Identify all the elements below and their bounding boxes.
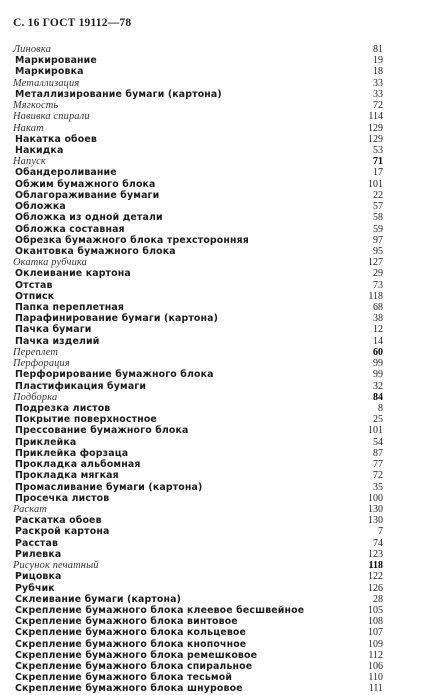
- index-page-number: 99: [373, 369, 383, 381]
- index-term: Рисунок печатный: [13, 560, 99, 572]
- index-entry: [0, 268, 423, 279]
- index-term: Раскат: [13, 503, 47, 515]
- index-page-number: 118: [368, 560, 383, 572]
- index-page-number: 38: [373, 313, 383, 325]
- index-page-number: 127: [368, 257, 383, 269]
- index-term: Обложка составная: [15, 223, 125, 235]
- index-term: Маркировка: [15, 66, 84, 78]
- index-entry: [0, 594, 423, 605]
- index-page-number: 107: [368, 627, 383, 639]
- index-term: Линовка: [13, 44, 51, 55]
- index-entry: [0, 627, 423, 638]
- index-page-number: 18: [373, 66, 383, 78]
- index-page-number: 105: [368, 604, 383, 616]
- index-entry: [0, 549, 423, 560]
- index-entry: [0, 448, 423, 459]
- index-page-number: 59: [373, 223, 383, 235]
- index-entry: [0, 280, 423, 291]
- index-entry: [0, 605, 423, 616]
- index-page-number: 72: [373, 100, 383, 112]
- index-term: Прессование бумажного блока: [15, 425, 189, 437]
- index-page-number: 33: [373, 77, 383, 89]
- index-term: Приклейка: [15, 436, 77, 448]
- index-page-number: 114: [368, 111, 383, 123]
- index-page-number: 122: [368, 571, 383, 583]
- index-page-number: 129: [368, 122, 383, 134]
- index-term: Промасливание бумаги (картона): [15, 481, 203, 493]
- index-term: Пачка бумаги: [15, 324, 92, 336]
- index-term: Обандероливание: [15, 167, 117, 179]
- index-term: Навивка спирали: [13, 111, 90, 123]
- index-term: Металлизирование бумаги (картона): [15, 88, 222, 100]
- index-entry: [0, 302, 423, 313]
- index-page-number: 100: [368, 492, 383, 504]
- index-entry: [0, 78, 423, 89]
- index-term: Накат: [13, 122, 44, 134]
- index-page-number: 99: [373, 358, 383, 370]
- index-term: Покрытие поверхностное: [15, 414, 157, 426]
- index-entry: [0, 437, 423, 448]
- index-term: Раскатка обоев: [15, 515, 102, 527]
- index-entry: [0, 672, 423, 683]
- index-page-number: 130: [368, 503, 383, 515]
- index-term: Перфорирование бумажного блока: [15, 369, 214, 381]
- index-term: Скрепление бумажного блока кнопочное: [15, 638, 247, 650]
- index-entry: [0, 179, 423, 190]
- index-page-number: 29: [373, 268, 383, 280]
- index-entry: [0, 650, 423, 661]
- index-page-number: 28: [373, 593, 383, 605]
- index-page-number: 112: [368, 649, 383, 661]
- index-entry: [0, 639, 423, 650]
- index-entry: [0, 123, 423, 134]
- page-header: С. 16 ГОСТ 19112—78: [13, 17, 132, 29]
- index-entry: [0, 392, 423, 403]
- index-term: Окатка рубчика: [13, 257, 88, 269]
- index-page-number: 101: [368, 425, 383, 437]
- index-entry: [0, 111, 423, 122]
- index-page-number: 71: [373, 156, 383, 168]
- index-term: Прокладка альбомная: [15, 459, 141, 471]
- index-term: Окантовка бумажного блока: [15, 245, 176, 257]
- index-term: Склеивание бумаги (картона): [15, 593, 182, 605]
- index-term: Пачка изделий: [15, 335, 100, 347]
- index-entry: [0, 403, 423, 414]
- index-entry: [0, 313, 423, 324]
- index-entry: [0, 470, 423, 481]
- index-page-number: 72: [373, 470, 383, 482]
- index-entry: [0, 257, 423, 268]
- index-page-number: 118: [368, 290, 383, 302]
- index-entry: [0, 246, 423, 257]
- index-term: Скрепление бумажного блока клеевое бесшвейное: [15, 604, 305, 616]
- index-term: Маркирование: [15, 55, 97, 67]
- index-entry: [0, 100, 423, 111]
- index-entry: [0, 134, 423, 145]
- index-entry: [0, 425, 423, 436]
- index-term: Скрепление бумажного блока кольцевое: [15, 627, 247, 639]
- index-term: Раскрой картона: [15, 526, 110, 538]
- index-entry: [0, 167, 423, 178]
- index-entry: [0, 583, 423, 594]
- index-entry: [0, 66, 423, 77]
- index-entry: [0, 156, 423, 167]
- index-term: Накидка: [15, 144, 64, 156]
- index-term: Скрепление бумажного блока тесьмой: [15, 672, 233, 684]
- index-entry: [0, 235, 423, 246]
- index-page-number: 33: [373, 88, 383, 100]
- index-entry: [0, 515, 423, 526]
- index-page-number: 58: [373, 212, 383, 224]
- index-page-number: 109: [368, 638, 383, 650]
- index-term: Пластификация бумаги: [15, 380, 147, 392]
- index-term: Подрезка листов: [15, 403, 111, 414]
- index-term: Перфорация: [13, 358, 70, 370]
- index-page-number: 19: [373, 55, 383, 67]
- index-term: Скрепление бумажного блока шнуровое: [15, 683, 243, 695]
- index-entry: [0, 560, 423, 571]
- index-entry: [0, 44, 423, 55]
- index-entry: [0, 224, 423, 235]
- index-page-number: 60: [373, 346, 383, 358]
- index-entry: [0, 493, 423, 504]
- index-entry: [0, 459, 423, 470]
- index-entry: [0, 381, 423, 392]
- index-page-number: 57: [373, 201, 383, 213]
- index-page-number: 110: [368, 672, 383, 684]
- index-page-number: 8: [378, 403, 383, 414]
- index-page-number: 101: [368, 178, 383, 190]
- index-page-number: 54: [373, 436, 383, 448]
- index-entry: [0, 291, 423, 302]
- index-term: Оклеивание картона: [15, 268, 131, 280]
- index-term: Рицовка: [15, 571, 62, 583]
- index-page-number: 14: [373, 335, 383, 347]
- index-page-number: 97: [373, 234, 383, 246]
- index-entry: [0, 190, 423, 201]
- index-page-number: 111: [368, 683, 383, 695]
- index-page-number: 17: [373, 167, 383, 179]
- index-page-number: 95: [373, 245, 383, 257]
- term-index-list: [0, 44, 423, 695]
- index-term: Приклейка форзаца: [15, 447, 129, 459]
- index-entry: [0, 369, 423, 380]
- index-term: Отписк: [15, 290, 55, 302]
- index-page-number: 129: [368, 133, 383, 145]
- index-term: Переплет: [13, 346, 59, 358]
- index-page-number: 53: [373, 144, 383, 156]
- index-page-number: 74: [373, 537, 383, 549]
- index-page-number: 108: [368, 616, 383, 628]
- index-page-number: 25: [373, 414, 383, 426]
- index-entry: [0, 616, 423, 627]
- index-page-number: 32: [373, 380, 383, 392]
- index-term: Обжим бумажного блока: [15, 178, 156, 190]
- index-entry: [0, 571, 423, 582]
- index-page-number: 81: [373, 44, 383, 55]
- index-term: Отстав: [15, 279, 53, 291]
- index-entry: [0, 89, 423, 100]
- index-page-number: 130: [368, 515, 383, 527]
- index-entry: [0, 414, 423, 425]
- index-term: Прокладка мягкая: [15, 470, 119, 482]
- index-entry: [0, 482, 423, 493]
- index-term: Накатка обоев: [15, 133, 97, 145]
- index-term: Обложка из одной детали: [15, 212, 163, 224]
- index-term: Мягкость: [13, 100, 59, 112]
- index-term: Облагораживание бумаги: [15, 189, 160, 201]
- index-page-number: 106: [368, 661, 383, 673]
- index-entry: [0, 538, 423, 549]
- index-page-number: 87: [373, 447, 383, 459]
- index-term: Рилевка: [15, 548, 62, 560]
- index-entry: [0, 324, 423, 335]
- index-page-number: 73: [373, 279, 383, 291]
- index-entry: [0, 145, 423, 156]
- index-page-number: 126: [368, 582, 383, 594]
- index-term: Обложка: [15, 201, 66, 213]
- index-entry: [0, 358, 423, 369]
- index-term: Парафинирование бумаги (картона): [15, 313, 219, 325]
- index-page-number: 68: [373, 302, 383, 314]
- index-term: Папка переплетная: [15, 302, 125, 314]
- index-page-number: 77: [373, 459, 383, 471]
- index-page-number: 123: [368, 548, 383, 560]
- index-entry: [0, 212, 423, 223]
- index-entry: [0, 347, 423, 358]
- index-entry: [0, 526, 423, 537]
- index-page-number: 12: [373, 324, 383, 336]
- index-entry: [0, 504, 423, 515]
- index-term: Рубчик: [15, 582, 55, 594]
- index-page-number: 22: [373, 189, 383, 201]
- index-entry: [0, 201, 423, 212]
- index-term: Металлизация: [13, 77, 80, 89]
- index-page-number: 35: [373, 481, 383, 493]
- index-term: Скрепление бумажного блока винтовое: [15, 616, 238, 628]
- index-term: Подборка: [13, 391, 58, 403]
- index-term: Скрепление бумажного блока спиральное: [15, 661, 253, 673]
- index-term: Скрепление бумажного блока ремешковое: [15, 649, 258, 661]
- index-term: Расстав: [15, 537, 59, 549]
- index-entry: [0, 55, 423, 66]
- index-page-number: 84: [373, 391, 383, 403]
- index-entry: [0, 661, 423, 672]
- index-entry: [0, 683, 423, 694]
- index-entry: [0, 336, 423, 347]
- index-term: Напуск: [13, 156, 46, 168]
- index-page-number: 7: [378, 526, 383, 538]
- index-term: Обрезка бумажного блока трехсторонняя: [15, 234, 249, 246]
- index-term: Просечка листов: [15, 492, 110, 504]
